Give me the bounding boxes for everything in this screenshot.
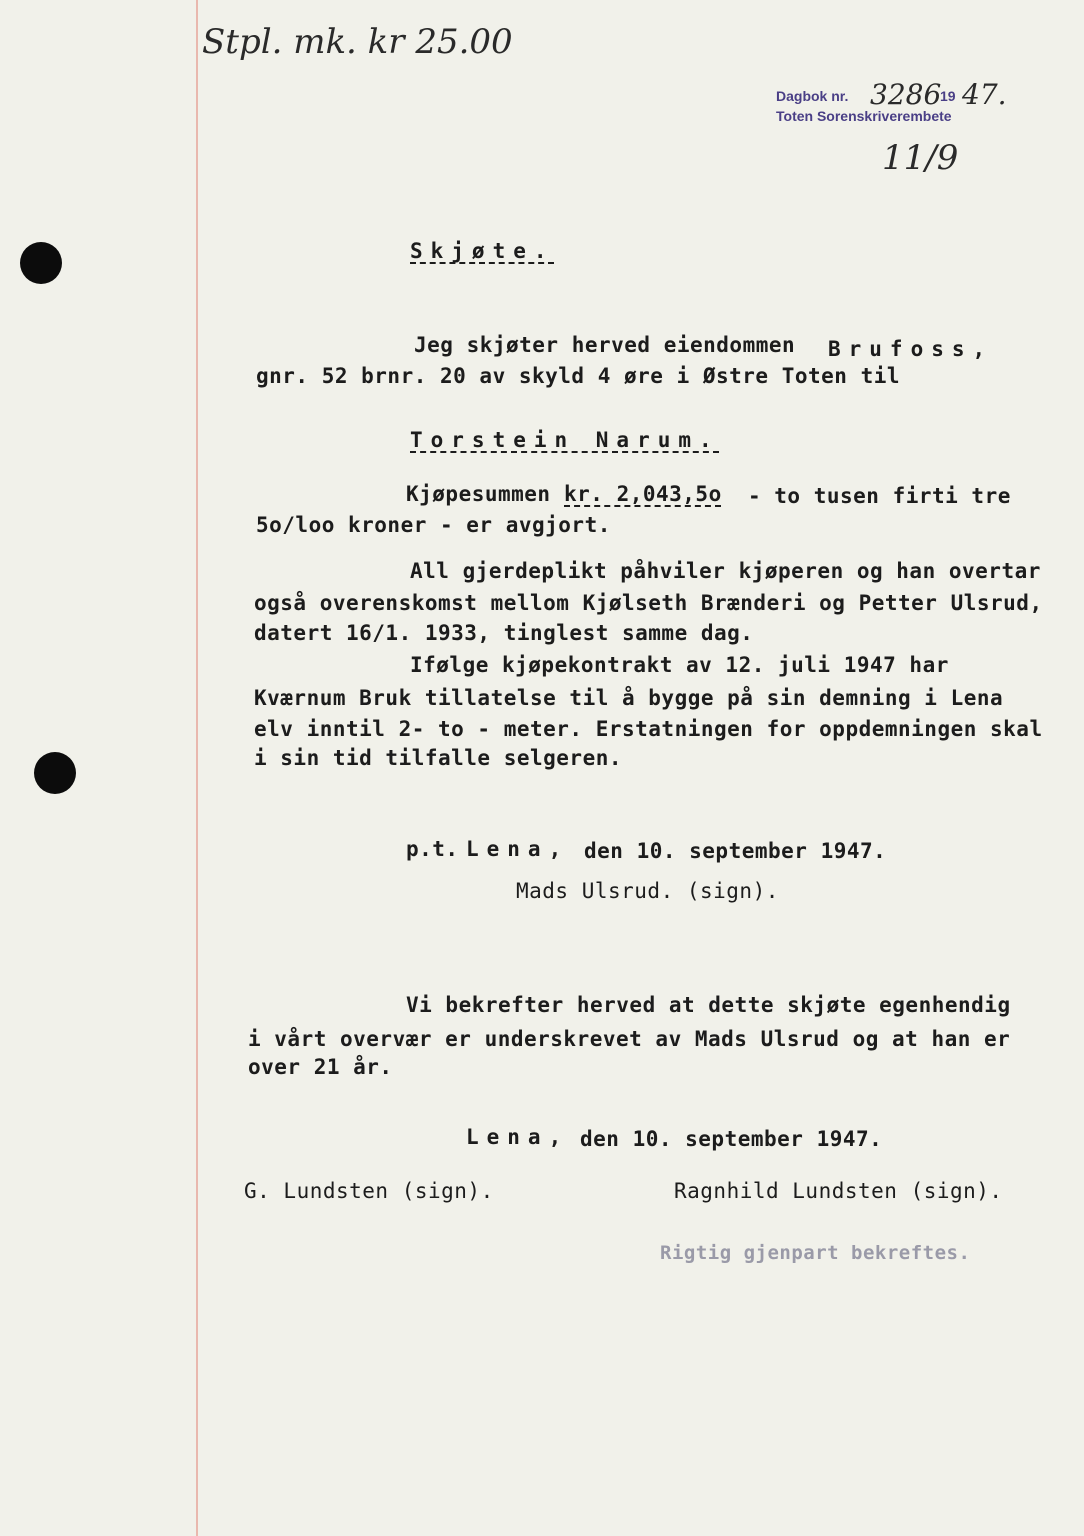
property-name: Brufoss,: [828, 337, 994, 361]
witness-2-signature: Ragnhild Lundsten (sign).: [674, 1179, 1003, 1203]
para1-line2: gnr. 52 brnr. 20 av skyld 4 øre i Østre Toten til: [256, 364, 901, 388]
punch-hole-top: [20, 242, 62, 284]
para2-line2: 5o/loo kroner - er avgjort.: [256, 513, 611, 537]
para1-line1-a: Jeg skjøter herved eiendommen: [414, 333, 796, 357]
para3-line1: All gjerdeplikt påhviler kjøperen og han overtar: [410, 559, 1041, 583]
certified-copy-stamp: Rigtig gjenpart bekreftes.: [660, 1242, 971, 1264]
para4-line4: i sin tid tilfalle selgeren.: [254, 746, 623, 770]
para3-line2: også overenskomst mellom Kjølseth Brænderi og Petter Ulsrud,: [254, 591, 1043, 615]
witness-1-signature: G. Lundsten (sign).: [244, 1179, 494, 1203]
buyer-name: Torstein Narum.: [410, 428, 720, 452]
place-date-1-date: den 10. september 1947.: [584, 839, 887, 863]
para4-line1: Ifølge kjøpekontrakt av 12. juli 1947 har: [410, 653, 949, 677]
punch-hole-bottom: [34, 752, 76, 794]
para4-line3: elv inntil 2- to - meter. Erstatningen for oppdemningen skal: [254, 717, 1043, 741]
stamp-year: 47.: [962, 78, 1007, 111]
para2-line1-c: - to tusen firti tre: [748, 484, 1011, 508]
place-date-1-place: Lena,: [466, 837, 570, 861]
witness-line3: over 21 år.: [248, 1055, 393, 1079]
place-date-1-prefix: p.t.: [406, 837, 459, 861]
margin-line: [196, 0, 198, 1536]
purchase-sum: kr. 2,043,5o: [564, 482, 722, 506]
seller-signature: Mads Ulsrud. (sign).: [516, 879, 779, 903]
place-date-2-date: den 10. september 1947.: [580, 1127, 883, 1151]
para3-line3: datert 16/1. 1933, tinglest samme dag.: [254, 621, 754, 645]
stamp-label: Dagbok nr.: [776, 88, 849, 104]
document-title: Skjøte.: [410, 239, 555, 263]
para2-line1-a: Kjøpesummen: [406, 482, 551, 506]
stamp-year-prefix: 19: [940, 88, 956, 104]
handwritten-date: 11/9: [882, 138, 959, 178]
witness-line2: i vårt overvær er underskrevet av Mads Ulsrud og at han er: [248, 1027, 1011, 1051]
stamp-office: Toten Sorenskriverembete: [776, 108, 952, 124]
place-date-2-place: Lena,: [466, 1125, 570, 1149]
para4-line2: Kværnum Bruk tillatelse til å bygge på sin demning i Lena: [254, 686, 1004, 710]
witness-line1: Vi bekrefter herved at dette skjøte egenhendig: [406, 993, 1011, 1017]
stamp-number: 3286: [870, 78, 942, 111]
handwritten-fee: Stpl. mk. kr 25.00: [202, 22, 513, 62]
